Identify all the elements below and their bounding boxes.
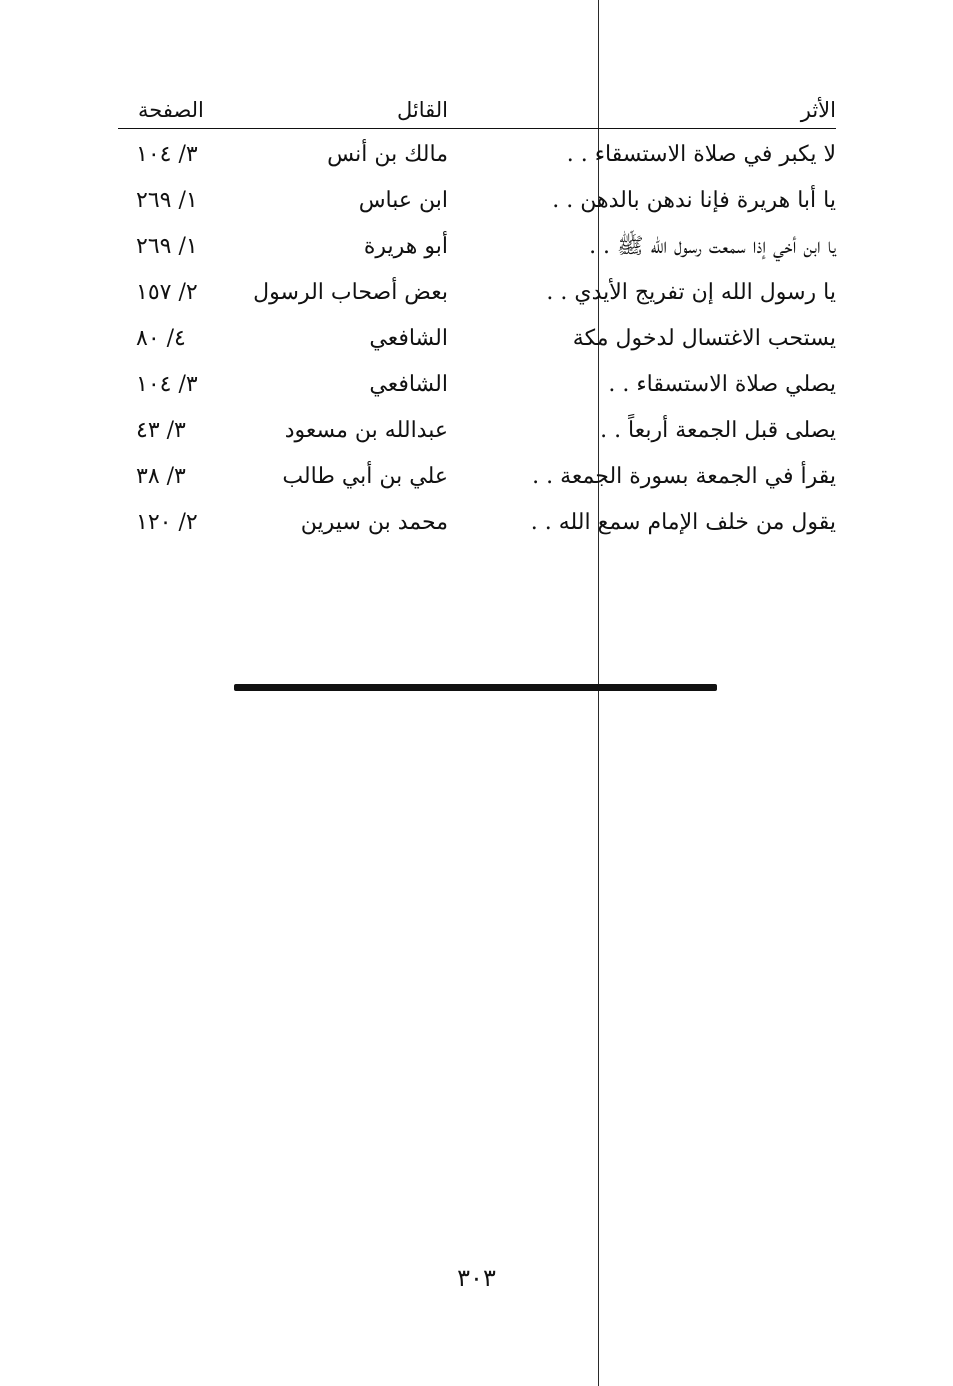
page-ref: ١/ ٢٦٩ [136, 188, 198, 213]
page-ref: ٣/ ١٠٤ [136, 142, 198, 167]
athar-text: يصلي صلاة الاستسقاء . . [608, 372, 836, 397]
qail-name: علي بن أبي طالب [282, 464, 448, 489]
athar-text: يقول من خلف الإمام سمع الله . . [530, 510, 836, 535]
page-ref: ٤/ ٨٠ [136, 326, 186, 351]
athar-text: يصلى قبل الجمعة أربعاً . . [600, 418, 836, 443]
table-row [118, 227, 836, 273]
athar-text: يستحب الاغتسال لدخول مكة [572, 326, 836, 351]
page-ref: ٢/ ١٥٧ [136, 280, 198, 305]
athar-text: يا رسول الله إن تفريج الأيدي . . [546, 280, 836, 305]
qail-name: محمد بن سيرين [300, 510, 448, 535]
qail-name: أبو هريرة [363, 234, 448, 259]
table-row [118, 273, 836, 319]
table-row [118, 411, 836, 457]
qail-name: مالك بن أنس [327, 142, 448, 167]
table-header [118, 92, 836, 129]
table-row [118, 503, 836, 549]
athar-text: يا ابن أخي إذا سمعت رسول الله ﷺ . . [589, 234, 836, 259]
table-row [118, 181, 836, 227]
qail-name: الشافعي [369, 372, 448, 397]
table-row [118, 319, 836, 365]
athar-text: يا أبا هريرة فإنا ندهن بالدهن . . [552, 188, 836, 213]
table-row [118, 365, 836, 411]
athar-index-table [118, 92, 836, 549]
page-number: ٣٠٣ [457, 1264, 496, 1292]
athar-text: يقرأ في الجمعة بسورة الجمعة . . [532, 464, 836, 489]
header-page: الصفحة [138, 98, 204, 122]
qail-name: بعض أصحاب الرسول [253, 280, 448, 305]
qail-name: الشافعي [369, 326, 448, 351]
table-row [118, 135, 836, 181]
page-ref: ٣/ ٤٣ [136, 418, 186, 443]
header-qail: القائل [396, 98, 448, 122]
athar-text: لا يكبر في صلاة الاستسقاء . . [566, 142, 836, 167]
page-ref: ٣/ ٣٨ [136, 464, 186, 489]
qail-name: عبدالله بن مسعود [284, 418, 448, 443]
table-body [118, 129, 836, 549]
section-end-rule [234, 684, 717, 691]
table-row [118, 457, 836, 503]
page-ref: ٢/ ١٢٠ [136, 510, 198, 535]
page-ref: ٣/ ١٠٤ [136, 372, 198, 397]
header-athar: الأثر [800, 98, 836, 122]
page-ref: ١/ ٢٦٩ [136, 234, 198, 259]
qail-name: ابن عباس [358, 188, 448, 213]
